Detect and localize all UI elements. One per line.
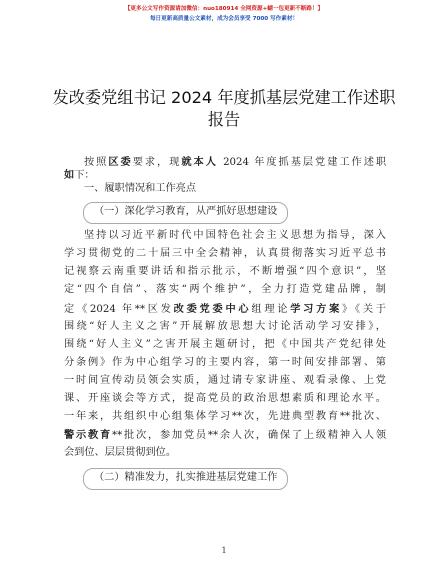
- subsection-heading-2: （二）精准发力，扎实推进基层党建工作: [83, 468, 288, 490]
- paragraph-line-1: 坚持以习近平新时代中国特色社会主义思想为指导，深入: [84, 230, 386, 241]
- promo-banner: [0, 4, 448, 24]
- paragraph-line-10: 课、开座谈会等方式，提高党员的政治思想素质和理论水平。: [64, 393, 386, 404]
- section-heading-1: 一、履职情况和工作亮点: [84, 183, 197, 194]
- promo-banner-line-1: 【更多公文写作资源请加微信：nuo180914 全网资源+蝴一包更新不断路！】: [124, 6, 324, 12]
- intro-line-1: 按照区委要求，现就本人 2024 年度抓基层党建工作述职: [84, 156, 386, 168]
- paragraph-line-8: 分条例》作为中心组学习的主要内容，第一时间安排部署、第: [64, 357, 386, 368]
- document-title-line-1: 发改委党组书记 2024 年度抓基层党建工作述职: [52, 88, 396, 107]
- document-title-line-2: 报告: [207, 110, 241, 129]
- page-number: 1: [221, 546, 227, 555]
- subsection-heading-1: （一）深化学习教育，从严抓好思想建设: [83, 202, 288, 224]
- paragraph-line-2: 学习贯彻党的二十届三中全会精神，认真贯彻落实习近平总书: [64, 248, 386, 259]
- subsection-heading-1-wrap: [0, 202, 448, 224]
- paragraph-line-12: 警示教育**批次，参加党员**余人次，确保了上级精神入人领: [64, 429, 386, 441]
- paragraph-line-9: 一时间宣传动员领会实质，通过请专家讲座、观看录像、上党: [64, 375, 386, 386]
- paragraph-line-3: 记视察云南重要讲话和指示批示，不断增强“四个意识”，坚: [64, 266, 386, 277]
- paragraph-line-5: 定《2024 年**区发改委党委中心组理论学习方案》《关于: [64, 303, 386, 315]
- promo-banner-line-2: 每日更新高质量公文素材，成为会员享受 7000 写作素材！: [149, 16, 299, 22]
- intro-line-2: 如下：: [64, 169, 95, 181]
- subsection-heading-2-wrap: [0, 468, 448, 490]
- paragraph-line-13: 会到位、层层贯彻到位。: [64, 447, 177, 458]
- paragraph-line-6: 围绕“好人主义之害”开展解放思想大讨论活动学习安排》，: [64, 321, 386, 332]
- paragraph-line-4: 定“四个自信”、落实“两个维护”，全力打造党建品牌，制: [64, 284, 386, 295]
- paragraph-line-11: 一年来，共组织中心组集体学习**次，先进典型教育**批次、: [64, 411, 386, 422]
- paragraph-line-7: 围绕“好人主义”之害开展主题研讨，把《中国共产党纪律处: [64, 339, 386, 350]
